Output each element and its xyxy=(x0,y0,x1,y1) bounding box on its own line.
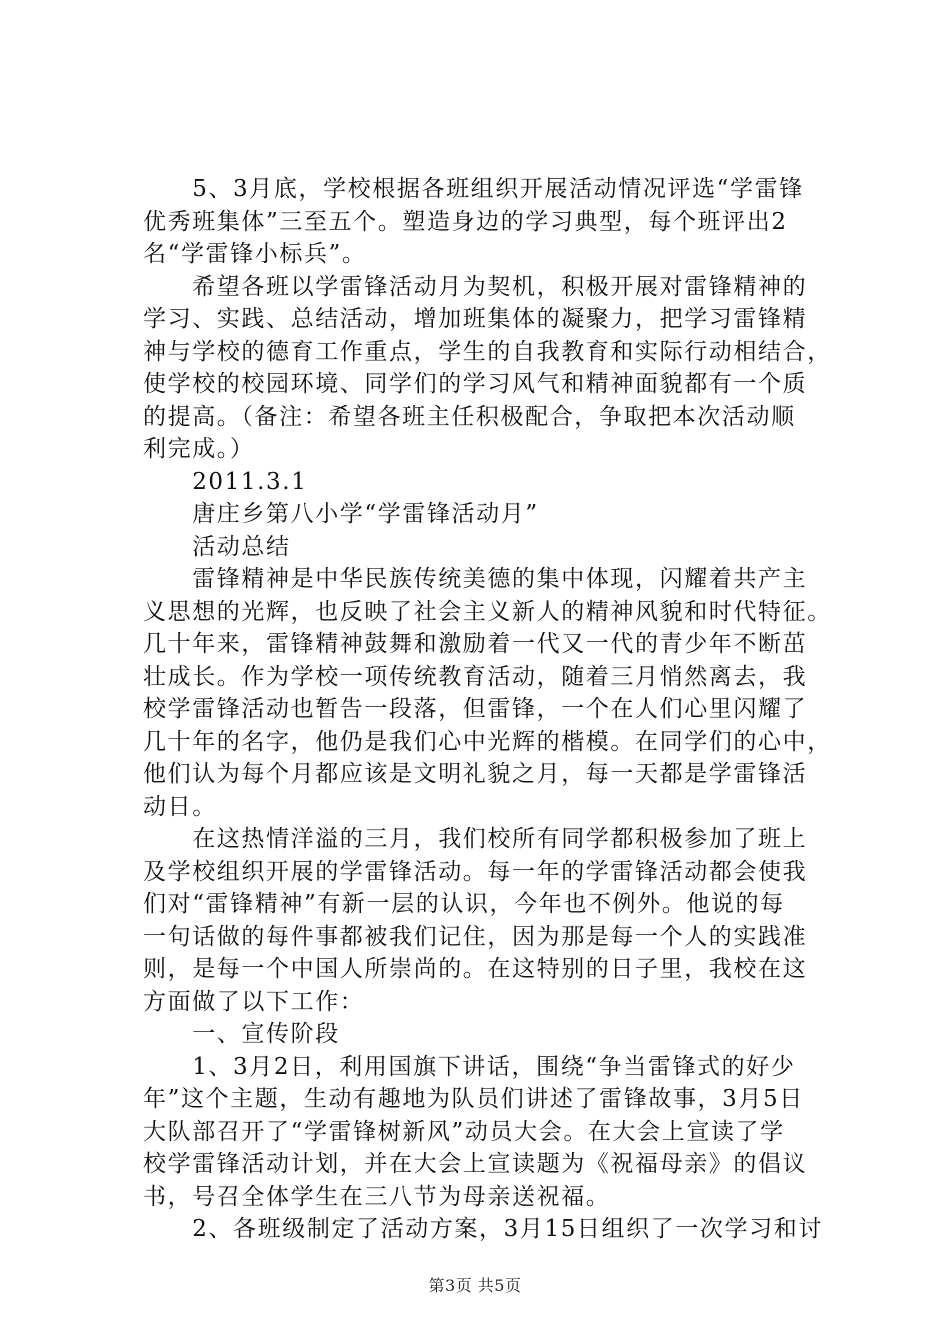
text-line: 及学校组织开展的学雷锋活动。每一年的学雷锋活动都会使我 xyxy=(143,858,808,885)
text-line: 动日。 xyxy=(143,793,217,820)
text-line: 书，号召全体学生在三八节为母亲送祝福。 xyxy=(143,1183,611,1210)
date-line: 2011.3.1 xyxy=(143,468,308,495)
page-number-label: 第3页 共5页 xyxy=(428,1276,522,1295)
text-line: 希望各班以学雷锋活动月为契机，积极开展对雷锋精神的 xyxy=(143,273,808,300)
text-line: 雷锋精神是中华民族传统美德的集中体现，闪耀着共产主 xyxy=(143,566,808,592)
text-line: 使学校的校园环境、同学们的学习风气和精神面貌都有一个质 xyxy=(143,371,808,397)
text-line: 几十年的名字，他仍是我们心中光辉的楷模。在同学们的心中， xyxy=(143,728,832,755)
text-line: 2、各班级制定了活动方案，3月15日组织了一次学习和讨 xyxy=(143,1216,823,1242)
text-line: 5、3月底，学校根据各班组织开展活动情况评选“学雷锋 xyxy=(143,176,804,202)
text-line: 则，是每一个中国人所崇尚的。在这特别的日子里，我校在这 xyxy=(143,956,808,982)
text-line: 校学雷锋活动计划，并在大会上宣读题为《祝福母亲》的倡议 xyxy=(143,1151,808,1177)
text-line: 方面做了以下工作： xyxy=(143,988,365,1015)
text-line: 校学雷锋活动也暂告一段落，但雷锋，一个在人们心里闪耀了 xyxy=(143,696,808,722)
text-line: 一句话做的每件事都被我们记住，因为那是每一个人的实践准 xyxy=(143,923,808,950)
text-line: 们对“雷锋精神”有新一层的认识，今年也不例外。他说的每 xyxy=(143,891,785,917)
document-body xyxy=(143,173,843,1246)
text-line: 义思想的光辉，也反映了社会主义新人的精神风貌和时代特征。 xyxy=(143,598,832,625)
text-line: 名“学雷锋小标兵”。 xyxy=(143,241,367,267)
heading-line: 唐庄乡第八小学“学雷锋活动月” xyxy=(143,501,539,527)
text-line: 利完成。） xyxy=(143,436,255,462)
text-line: 神与学校的德育工作重点，学生的自我教育和实际行动相结合， xyxy=(143,338,832,365)
section-heading-line: 一、宣传阶段 xyxy=(143,1021,340,1047)
text-line: 优秀班集体”三至五个。塑造身边的学习典型，每个班评出2 xyxy=(143,208,788,235)
page-footer xyxy=(0,1276,950,1296)
text-line: 1、3月2日，利用国旗下讲话，围绕“争当雷锋式的好少 xyxy=(143,1053,796,1080)
text-line: 年”这个主题，生动有趣地为队员们讲述了雷锋故事，3月5日 xyxy=(143,1086,804,1112)
text-line: 他们认为每个月都应该是文明礼貌之月，每一天都是学雷锋活 xyxy=(143,761,808,787)
text-line: 在这热情洋溢的三月，我们校所有同学都积极参加了班上 xyxy=(143,826,808,852)
text-line: 大队部召开了“学雷锋树新风”动员大会。在大会上宣读了学 xyxy=(143,1118,785,1145)
heading-line: 活动总结 xyxy=(143,533,291,560)
text-line: 学习、实践、总结活动，增加班集体的凝聚力，把学习雷锋精 xyxy=(143,306,808,332)
text-line: 的提高。（备注：希望各班主任积极配合，争取把本次活动顺 xyxy=(143,403,796,430)
text-line: 壮成长。作为学校一项传统教育活动，随着三月悄然离去，我 xyxy=(143,663,808,690)
text-line: 几十年来，雷锋精神鼓舞和激励着一代又一代的青少年不断茁 xyxy=(143,631,808,657)
